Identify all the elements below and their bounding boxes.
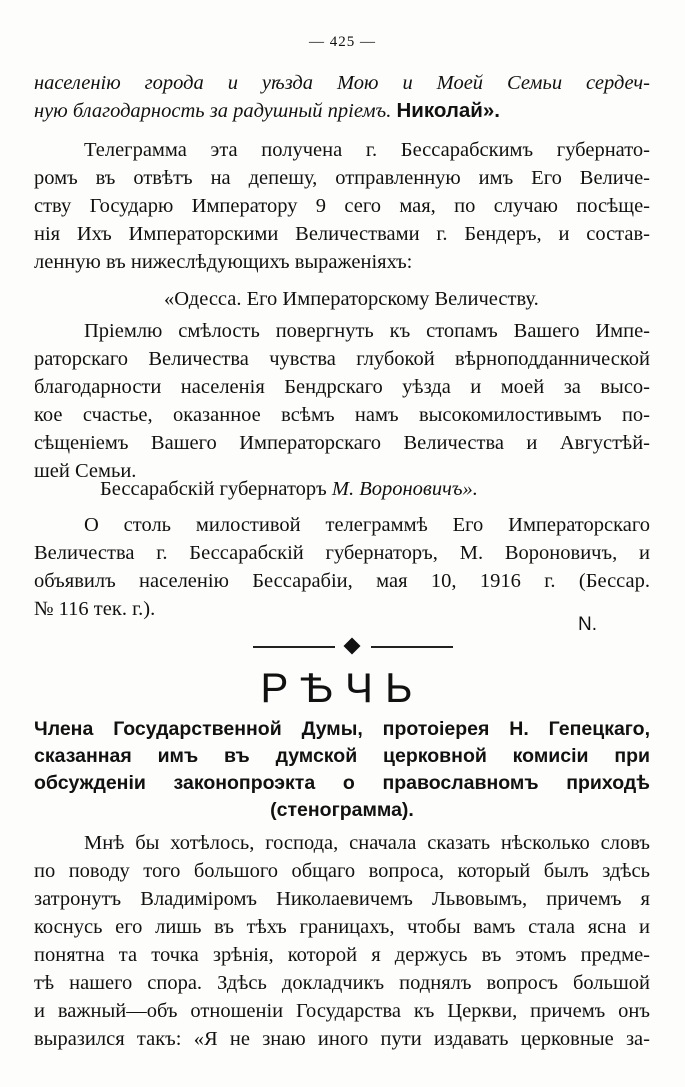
text-line: раторскаго Величества чувства глубокой вѣрноподданнической [34, 348, 650, 370]
heading-line: обсужденіи законопроэкта о православномъ приходѣ [34, 772, 650, 794]
governor-signature [100, 476, 478, 503]
n-mark: N. [578, 614, 597, 635]
text-line [34, 97, 650, 125]
divider-rule-left [253, 646, 335, 648]
text-line: шей Семьи. [34, 460, 137, 482]
diamond-ornament-icon [344, 638, 361, 655]
section-title: РѢЧЬ [260, 664, 425, 711]
text-line: нія Ихъ Императорскими Величествами г. Бендеръ, и состав- [34, 223, 650, 245]
text-line: Телеграмма эта получена г. Бессарабскимъ губернато- [84, 139, 650, 161]
text-fragment: ную благодарность за радушный пріемъ. [34, 100, 392, 122]
section-divider [253, 640, 453, 654]
signature-nikolai: Николай». [396, 99, 500, 122]
text-line: № 116 тек. г.). [34, 598, 156, 620]
body-line: затронутъ Владиміромъ Николаевичемъ Львовымъ, причемъ я [34, 888, 650, 910]
signature-prefix: Бессарабскій губернаторъ [100, 478, 332, 500]
text-line: кое счастье, оказанное всѣмъ намъ высокомилостивымъ по- [34, 404, 650, 426]
text-line: О столь милостивой телеграммѣ Его Императорскаго [84, 514, 650, 536]
heading-line: (стенограмма). [270, 799, 414, 821]
text-line: объявилъ населенію Бессарабіи, мая 10, 1916 г. (Бессар. [34, 570, 650, 592]
text-line: Величества г. Бессарабскій губернаторъ, М. Вороновичъ, и [34, 542, 650, 564]
text-line: ству Государю Императору 9 сего мая, по случаю посѣще- [34, 195, 650, 217]
divider-rule-right [371, 646, 453, 648]
body-line: понятна та точка зрѣнія, которой я держусь въ этомъ предме- [34, 944, 650, 966]
text-line: ромъ въ отвѣтъ на депешу, отправленную имъ Его Величе- [34, 167, 650, 189]
heading-line: сказанная имъ въ думской церковной комисіи при [34, 745, 650, 767]
text-line: сѣщеніемъ Вашего Императорскаго Величества и Августѣй- [34, 432, 650, 454]
text-line: Пріемлю смѣлость повергнуть къ стопамъ Вашего Импе- [84, 320, 650, 342]
heading-line: Члена Государственной Думы, протоіерея Н. Гепецкаго, [34, 718, 650, 740]
body-line: выразился такъ: «Я не знаю иного пути издавать церковные за- [34, 1028, 650, 1050]
text-line: «Одесса. Его Императорскому Величеству. [164, 288, 539, 310]
body-line: Мнѣ бы хотѣлось, господа, сначала сказать нѣсколько словъ [84, 832, 650, 854]
body-line: по поводу того большого общаго вопроса, который былъ здѣсь [34, 860, 650, 882]
body-line: тѣ нашего спора. Здѣсь докладчикъ поднялъ вопросъ большой [34, 972, 650, 994]
text-line: ленную въ нижеслѣдующихъ выраженіяхъ: [34, 251, 413, 273]
body-line: и важный—объ отношеніи Государства къ Церкви, причемъ онъ [34, 1000, 650, 1022]
text-line: благодарности населенія Бендрскаго уѣзда и моей за высо- [34, 376, 650, 398]
signature-name: М. Вороновичъ». [331, 478, 478, 500]
text-line: населенію города и уѣзда Мою и Моей Семьи сердеч- [34, 72, 650, 94]
page-number: — 425 — [309, 34, 376, 50]
body-line: коснусь его лишь въ тѣхъ границахъ, чтобы вамъ стала ясна и [34, 916, 650, 938]
